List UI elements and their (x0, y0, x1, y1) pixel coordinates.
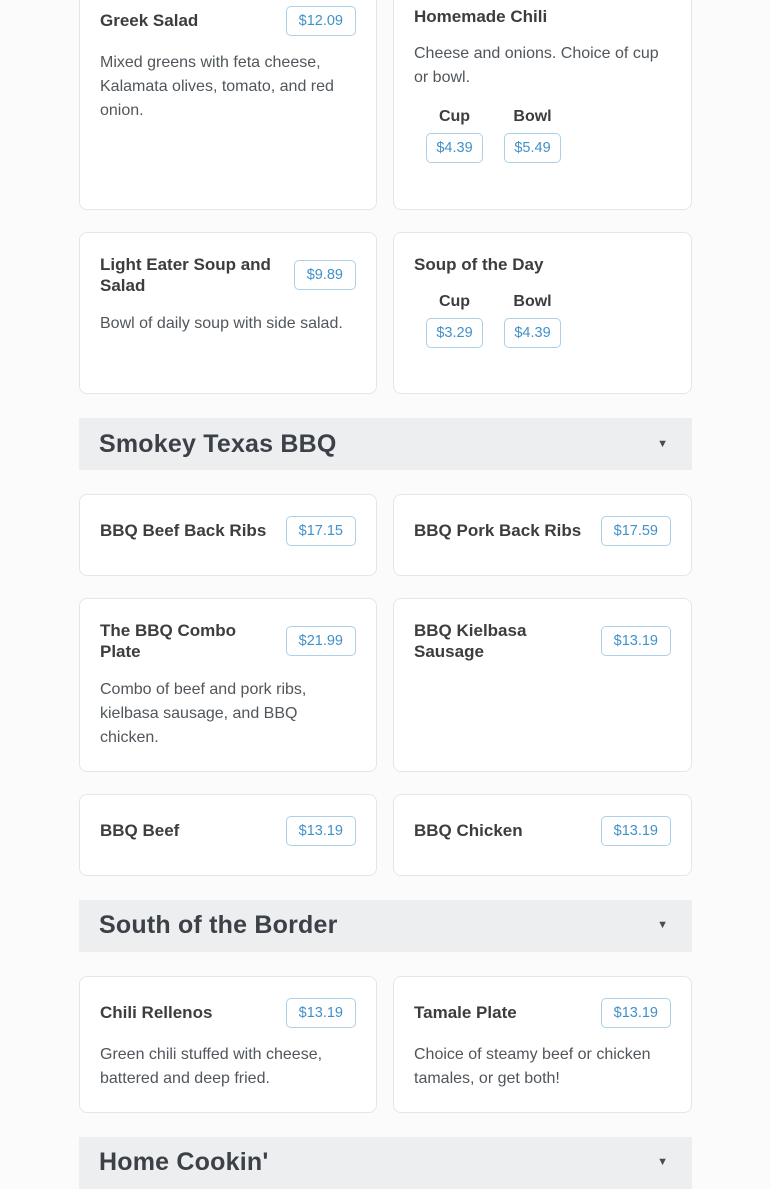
card-head (100, 254, 356, 297)
item-description: Cheese and onions. Choice of cup or bowl. (414, 45, 659, 87)
menu-section-grid (79, 0, 692, 394)
price-button[interactable]: $13.19 (286, 998, 356, 1028)
section-header[interactable] (79, 1137, 692, 1189)
menu-item-card (79, 494, 377, 576)
card-head (414, 620, 671, 663)
card-head (100, 816, 356, 846)
card-head (414, 516, 671, 546)
item-title: BBQ Beef (100, 820, 180, 840)
price-button[interactable]: $13.19 (601, 998, 671, 1028)
menu-item-card (79, 0, 377, 210)
menu-item-card (393, 494, 692, 576)
item-title: BBQ Beef Back Ribs (100, 521, 267, 541)
chevron-down-icon: ▼ (657, 919, 668, 931)
chevron-down-icon: ▼ (657, 1156, 668, 1168)
card-head (414, 254, 671, 275)
menu-item-card (393, 232, 692, 394)
item-description: Mixed greens with feta cheese, Kalamata olives, tomato, and red onion. (100, 54, 334, 119)
menu-item-card (79, 232, 377, 394)
item-description: Bowl of daily soup with side salad. (100, 314, 343, 332)
item-title: Tamale Plate (414, 1002, 517, 1022)
card-head (100, 6, 356, 36)
size-option (504, 108, 561, 163)
item-title: The BBQ Combo Plate (100, 621, 236, 662)
menu-item-card (79, 976, 377, 1113)
price-button[interactable]: $9.89 (294, 260, 356, 290)
card-head (100, 620, 356, 663)
size-price-button[interactable]: $4.39 (426, 133, 483, 163)
price-button[interactable]: $13.19 (601, 816, 671, 846)
size-options (414, 293, 671, 348)
size-price-button[interactable]: $5.49 (504, 133, 561, 163)
section-header[interactable] (79, 418, 692, 470)
menu-item-card (393, 598, 692, 772)
item-title: BBQ Chicken (414, 820, 523, 840)
menu-item-card (79, 794, 377, 876)
menu-section-grid (79, 976, 692, 1113)
size-option (426, 108, 483, 163)
size-option (504, 293, 561, 348)
chevron-down-icon: ▼ (657, 437, 668, 450)
menu-item-card (393, 976, 692, 1113)
card-head (100, 516, 356, 546)
size-label: Cup (438, 293, 471, 311)
price-button[interactable]: $17.59 (601, 516, 671, 546)
item-description: Combo of beef and pork ribs, kielbasa sausage, and BBQ chicken. (100, 680, 307, 746)
card-head (414, 6, 671, 27)
item-title: BBQ Pork Back Ribs (414, 521, 582, 541)
size-price-button[interactable]: $4.39 (504, 318, 561, 348)
menu-item-card (79, 598, 377, 772)
section-title: Smokey Texas BBQ (99, 429, 337, 458)
card-head (100, 998, 356, 1028)
menu-page (79, 0, 692, 1189)
price-button[interactable]: $13.19 (286, 816, 356, 846)
size-options (414, 108, 671, 163)
item-title: Chili Rellenos (100, 1002, 213, 1022)
item-title: Greek Salad (100, 11, 199, 31)
section-title: South of the Border (99, 911, 338, 939)
item-description: Green chili stuffed with cheese, battered and deep fried. (100, 1045, 323, 1087)
price-button[interactable]: $17.15 (286, 516, 356, 546)
item-title: Light Eater Soup and Salad (100, 255, 271, 296)
price-button[interactable]: $21.99 (286, 626, 356, 656)
item-title: BBQ Kielbasa Sausage (414, 621, 527, 662)
size-label: Cup (438, 108, 471, 126)
size-price-button[interactable]: $3.29 (426, 318, 483, 348)
size-label: Bowl (513, 293, 552, 311)
card-head (414, 998, 671, 1028)
menu-item-card (393, 794, 692, 876)
item-description: Choice of steamy beef or chicken tamales, or get both! (414, 1045, 651, 1087)
section-header[interactable] (79, 900, 692, 952)
size-option (426, 293, 483, 348)
price-button[interactable]: $13.19 (601, 626, 671, 656)
menu-section-grid (79, 494, 692, 876)
card-head (414, 816, 671, 846)
section-title: Home Cookin' (99, 1148, 269, 1176)
price-button[interactable]: $12.09 (286, 6, 356, 36)
menu-item-card (393, 0, 692, 210)
size-label: Bowl (513, 108, 552, 126)
item-title: Homemade Chili (414, 7, 548, 26)
item-title: Soup of the Day (414, 255, 544, 274)
